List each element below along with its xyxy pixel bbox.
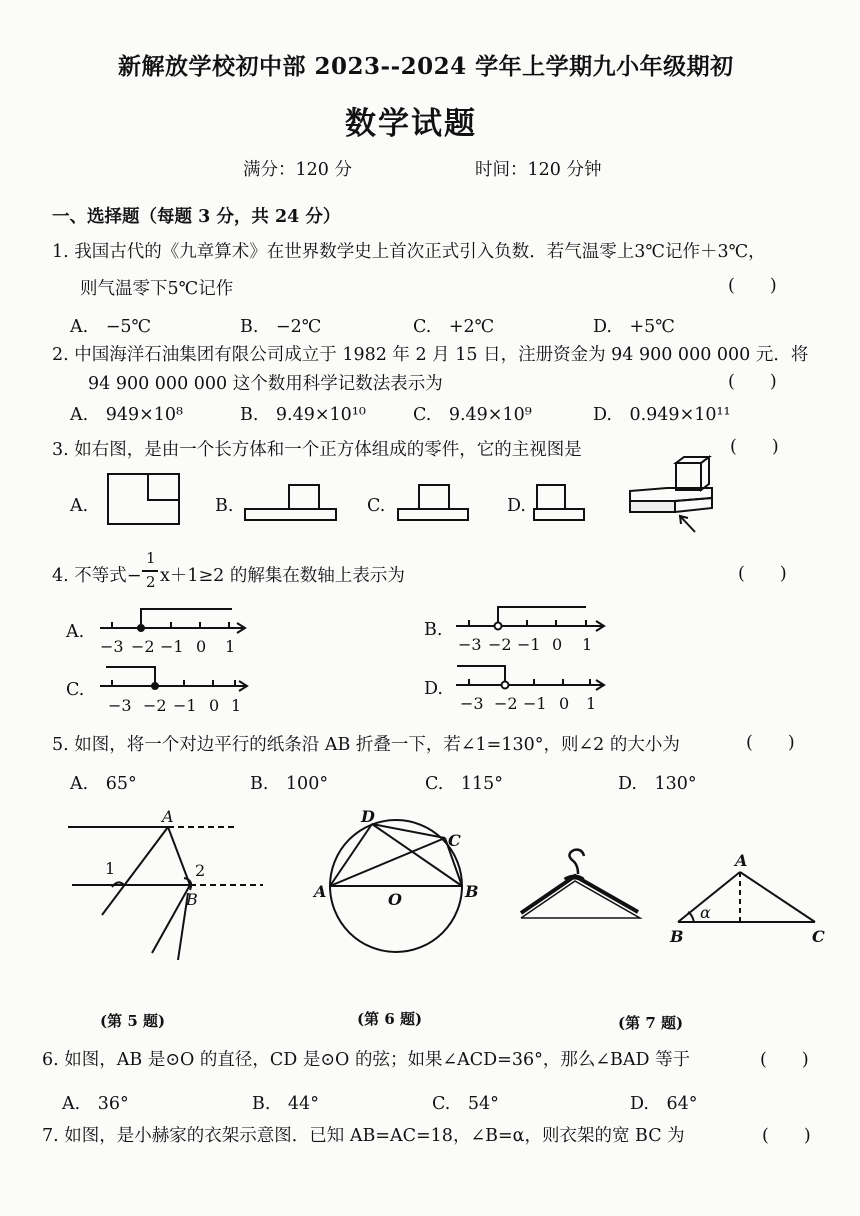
q4-d-tick-label: −2 <box>494 694 518 713</box>
q4-d-tick-label: −3 <box>460 694 484 713</box>
fig6-label-c: C <box>448 831 461 850</box>
fig7-hanger-drawing <box>521 850 640 918</box>
q5-option-a: A. 65° <box>70 774 137 794</box>
exam-title-line2: 数学试题 <box>345 106 477 142</box>
q4-answer-paren: ( ) <box>738 564 787 584</box>
q2-option-a: A. 949×10⁸ <box>70 405 184 425</box>
q4-b-tick-label: 0 <box>552 635 563 654</box>
q1-stem-line2: 则气温零下5℃记作 <box>80 279 234 299</box>
q7-stem: 7. 如图，是小赫家的衣架示意图．已知 AB=AC=18，∠B=α，则衣架的宽 BC 为 <box>42 1126 685 1146</box>
q7-answer-paren: ( ) <box>762 1126 811 1146</box>
q6-option-a: A. 36° <box>62 1094 129 1114</box>
fig5-folded-strip <box>68 827 263 960</box>
q5-answer-paren: ( ) <box>746 733 795 753</box>
fig7-label-b: B <box>670 927 684 946</box>
q1-answer-paren: ( ) <box>728 276 777 296</box>
q4-a-tick-label: −2 <box>131 637 155 656</box>
fig7-caption: (第 7 题) <box>618 1014 684 1032</box>
fig5-caption: (第 5 题) <box>100 1012 166 1030</box>
q4-c-tick-label: −1 <box>173 696 197 715</box>
q4-a-tick-label: 1 <box>225 637 236 656</box>
q5-option-d: D. 130° <box>618 774 697 794</box>
q4-fraction-denominator: 2 <box>146 573 156 591</box>
q3-stem: 3. 如右图，是由一个长方体和一个正方体组成的零件，它的主视图是 <box>52 440 582 460</box>
q1-option-d: D. +5℃ <box>593 317 675 337</box>
fig5-label-a: A <box>162 807 174 826</box>
fig7-label-a: A <box>735 851 748 870</box>
q1-option-b: B. −2℃ <box>240 317 322 337</box>
q4-a-tick-label: −3 <box>100 637 124 656</box>
fig6-label-d: D <box>361 807 375 826</box>
q4-option-c-letter: C. <box>66 680 85 700</box>
fig7-label-alpha: α <box>700 903 711 922</box>
q4-b-tick-label: −1 <box>517 635 541 654</box>
q5-option-c: C. 115° <box>425 774 503 794</box>
q6-option-d: D. 64° <box>630 1094 698 1114</box>
q3-option-b-letter: B. <box>215 496 234 516</box>
q4-fraction-numerator: 1 <box>146 549 156 567</box>
q4-c-tick-label: 0 <box>209 696 220 715</box>
q2-option-d: D. 0.949×10¹¹ <box>593 405 731 425</box>
q4-stem-suffix: x＋1≥2 的解集在数轴上表示为 <box>160 566 405 586</box>
exam-time: 时间：120 分钟 <box>475 160 602 180</box>
q1-option-c: C. +2℃ <box>413 317 495 337</box>
q2-stem-line2: 94 900 000 000 这个数用科学记数法表示为 <box>88 374 443 394</box>
q2-answer-paren: ( ) <box>728 372 777 392</box>
q2-stem-line1: 2. 中国海洋石油集团有限公司成立于 1982 年 2 月 15 日，注册资金为 94 900 000 000 元．将 <box>52 345 809 365</box>
fig6-label-b: B <box>465 882 479 901</box>
q3-option-d-letter: D. <box>507 496 526 516</box>
q4-b-tick-label: −2 <box>488 635 512 654</box>
q4-a-tick-label: 0 <box>196 637 207 656</box>
q4-option-a-letter: A. <box>66 622 85 642</box>
fig6-label-a: A <box>314 882 327 901</box>
q6-option-c: C. 54° <box>432 1094 499 1114</box>
fig7-triangle <box>678 872 815 922</box>
fig6-label-o: O <box>388 890 402 909</box>
full-marks: 满分：120 分 <box>243 160 352 180</box>
q3-option-a-letter: A. <box>70 496 89 516</box>
q4-option-b-letter: B. <box>424 620 443 640</box>
q3-answer-paren: ( ) <box>730 437 779 457</box>
exam-title-line1: 新解放学校初中部 2023--2024 学年上学期九小年级期初 <box>118 53 734 80</box>
q6-stem: 6. 如图，AB 是⊙O 的直径，CD 是⊙O 的弦；如果∠ACD=36°，那么∠BAD 等于 <box>42 1050 691 1070</box>
fig5-label-b: B <box>186 890 198 909</box>
q5-option-b: B. 100° <box>250 774 329 794</box>
q4-c-tick-label: −3 <box>108 696 132 715</box>
q2-option-c: C. 9.49×10⁹ <box>413 405 532 425</box>
fig5-label-1: 1 <box>105 859 116 878</box>
section-heading: 一、选择题（每题 3 分，共 24 分） <box>52 207 341 227</box>
fig6-circle-diagram <box>330 820 462 952</box>
q1-stem-line1: 1. 我国古代的《九章算术》在世界数学史上首次正式引入负数．若气温零上3℃记作＋3℃， <box>52 242 766 262</box>
q4-b-tick-label: 1 <box>582 635 593 654</box>
q4-d-tick-label: 0 <box>559 694 570 713</box>
q4-b-tick-label: −3 <box>458 635 482 654</box>
q4-c-tick-label: −2 <box>143 696 167 715</box>
q5-stem: 5. 如图，将一个对边平行的纸条沿 AB 折叠一下，若∠1=130°，则∠2 的大小为 <box>52 735 680 755</box>
q4-d-tick-label: −1 <box>523 694 547 713</box>
fig7-label-c: C <box>812 927 825 946</box>
q4-stem-prefix: 4. 不等式− <box>52 566 142 586</box>
q6-answer-paren: ( ) <box>760 1050 809 1070</box>
q6-option-b: B. 44° <box>252 1094 319 1114</box>
q4-a-tick-label: −1 <box>160 637 184 656</box>
fig6-caption: (第 6 题) <box>357 1010 423 1028</box>
q4-d-tick-label: 1 <box>586 694 597 713</box>
q2-option-b: B. 9.49×10¹⁰ <box>240 405 366 425</box>
fig5-label-2: 2 <box>195 861 206 880</box>
q1-option-a: A. −5℃ <box>70 317 152 337</box>
q3-option-c-letter: C. <box>367 496 386 516</box>
q4-option-d-letter: D. <box>424 679 443 699</box>
q4-c-tick-label: 1 <box>231 696 242 715</box>
